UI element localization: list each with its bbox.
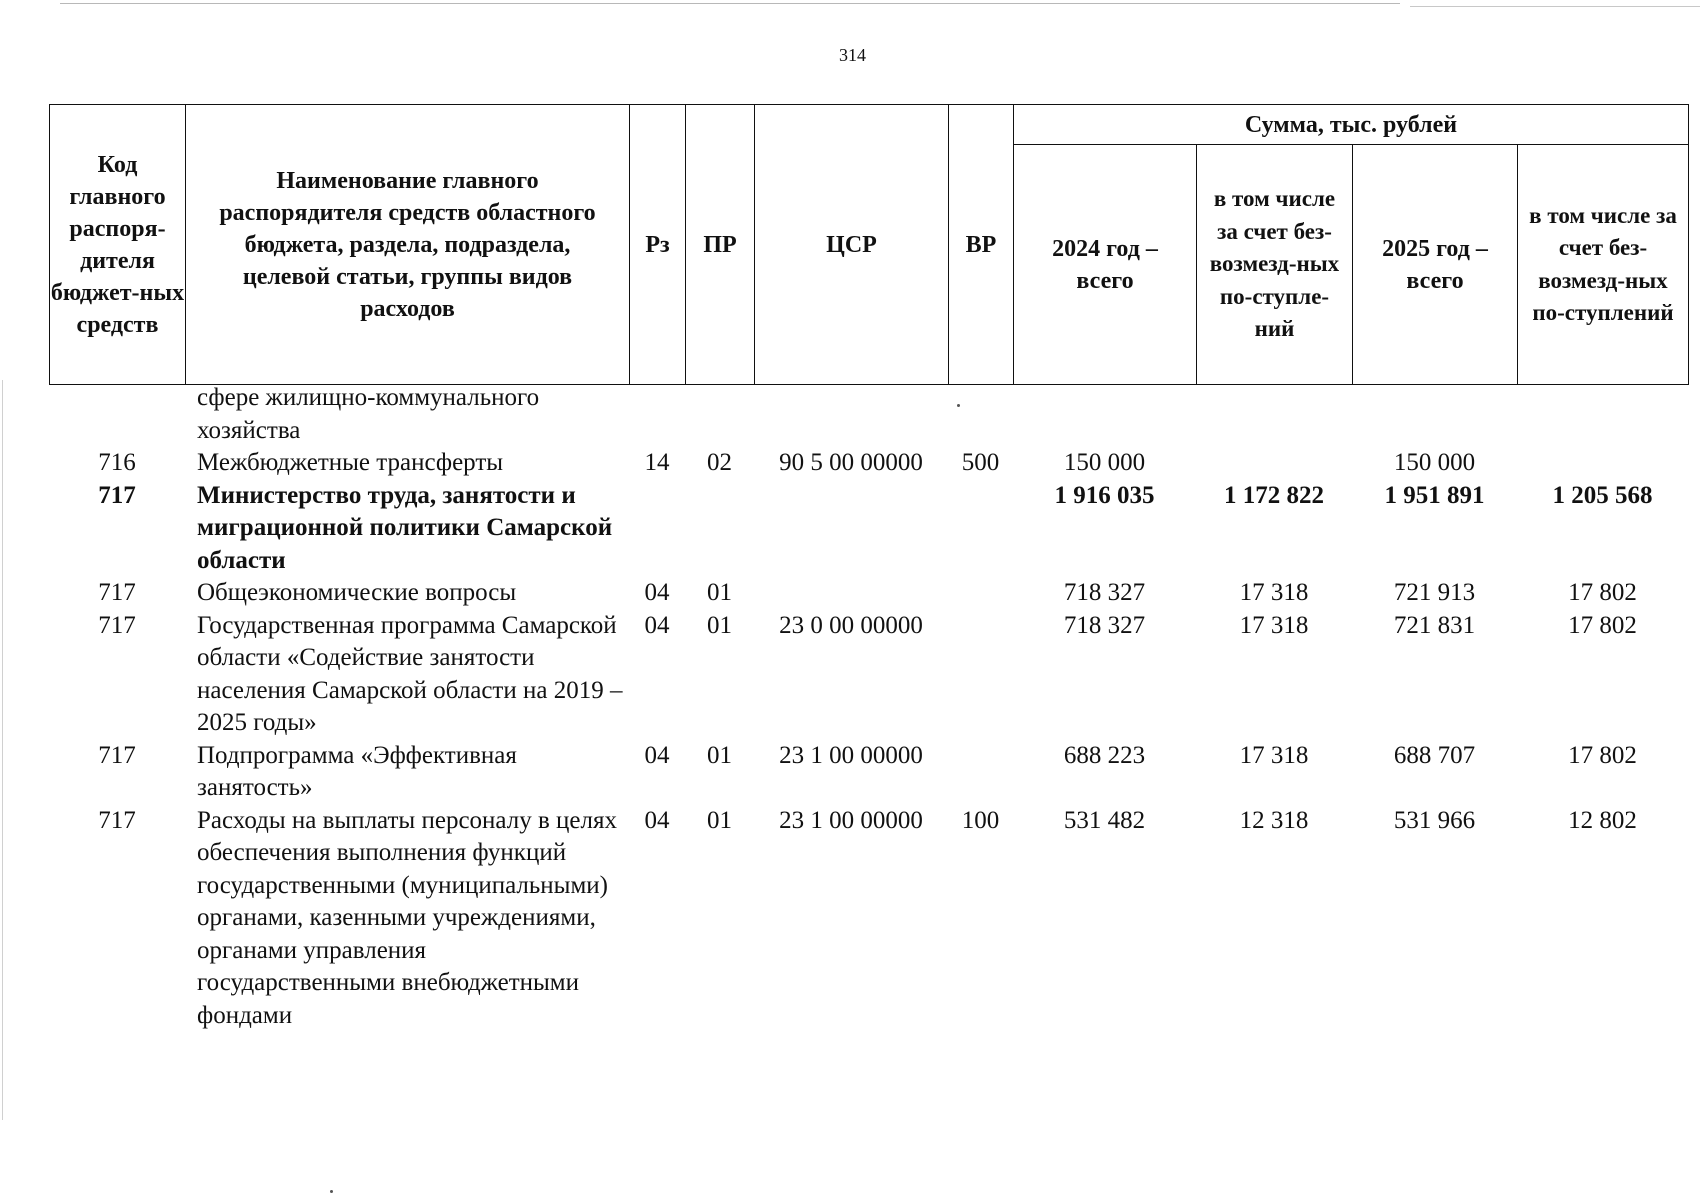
row-code: 717 — [98, 481, 136, 509]
table-row — [49, 740, 1688, 805]
row-pr: 01 — [707, 611, 732, 639]
row-2024-total: 150 000 — [1063, 449, 1146, 476]
row-vr — [948, 610, 1013, 740]
row-name: Подпрограмма «Эффективная занятость» — [197, 741, 517, 801]
row-2024-total — [1013, 382, 1196, 447]
header-name: Наименование главного распорядителя средств областного бюджета, раздела, подраздела, целевой статьи, группы видов расходов — [186, 105, 630, 385]
row-2024-total: 718 327 — [1063, 611, 1146, 639]
budget-table-body — [49, 382, 1688, 1032]
header-2024-free: в том числе за счет без-возмезд-ных по-ступле-ний — [1197, 145, 1353, 385]
row-csr: 23 0 00 00000 — [779, 611, 923, 639]
row-vr — [948, 480, 1013, 578]
row-name: Общеэкономические вопросы — [197, 579, 517, 606]
row-2024-free — [1196, 382, 1352, 447]
row-2025-free: 17 802 — [1568, 611, 1637, 639]
row-2024-free: 17 318 — [1239, 579, 1309, 606]
row-2025-total: 150 000 — [1393, 449, 1476, 476]
row-2024-total: 1 916 035 — [1054, 481, 1155, 509]
scan-speck — [330, 1190, 333, 1193]
scan-edge-line — [2, 380, 3, 1120]
header-2025-total: 2025 год – всего — [1353, 145, 1518, 385]
row-vr — [948, 577, 1013, 610]
row-name: Государственная программа Самарской области «Содействие занятости населения Самарской области на 2019 – 2025 годы» — [197, 611, 623, 736]
scan-edge-line — [60, 3, 1400, 4]
row-2025-free — [1517, 382, 1688, 447]
row-2024-total: 718 327 — [1063, 579, 1146, 606]
table-row — [49, 447, 1688, 480]
header-rz: Рз — [630, 105, 686, 385]
row-name: Министерство труда, занятости и миграционной политики Самарской области — [197, 481, 613, 574]
row-csr: 23 1 00 00000 — [779, 806, 923, 834]
row-2024-free: 12 318 — [1239, 806, 1309, 834]
row-code: 717 — [98, 611, 136, 639]
row-pr: 02 — [707, 449, 732, 476]
scan-edge-line — [1410, 6, 1700, 7]
row-vr — [948, 382, 1013, 447]
row-2024-free — [1196, 447, 1352, 480]
budget-table-header — [49, 104, 1689, 385]
row-2024-total: 531 482 — [1063, 806, 1146, 834]
row-name: сфере жилищно-коммунального хозяйства — [197, 384, 540, 444]
row-code — [49, 382, 185, 447]
row-csr — [754, 480, 948, 578]
row-csr — [754, 382, 948, 447]
row-pr — [685, 480, 754, 578]
header-pr: ПР — [686, 105, 755, 385]
header-2025-free: в том числе за счет без-возмезд-ных по-ступлений — [1518, 145, 1689, 385]
row-rz — [629, 480, 685, 578]
row-code: 717 — [98, 741, 136, 769]
row-2025-free: 12 802 — [1568, 806, 1637, 834]
row-vr: 500 — [961, 449, 1000, 476]
row-code: 716 — [98, 449, 136, 476]
row-csr: 23 1 00 00000 — [779, 741, 923, 769]
row-2024-free: 17 318 — [1239, 611, 1309, 639]
row-pr — [685, 382, 754, 447]
row-2025-free: 17 802 — [1568, 741, 1637, 769]
header-csr: ЦСР — [755, 105, 949, 385]
table-row — [49, 805, 1688, 1033]
row-rz: 04 — [644, 806, 670, 834]
scan-speck — [957, 404, 960, 407]
table-row — [49, 577, 1688, 610]
row-csr: 90 5 00 00000 — [779, 449, 923, 476]
row-rz — [629, 382, 685, 447]
header-vr: ВР — [949, 105, 1014, 385]
row-csr — [754, 577, 948, 610]
row-2025-total: 531 966 — [1393, 806, 1476, 834]
row-2025-free: 1 205 568 — [1552, 481, 1653, 509]
row-vr — [948, 740, 1013, 805]
row-pr: 01 — [707, 579, 732, 606]
row-name: Расходы на выплаты персоналу в целях обеспечения выполнения функций государственными (муниципальными) органами, казенными учреждениями, органами управления государственными внебюджетными фондами — [197, 806, 617, 1029]
row-pr: 01 — [707, 806, 732, 834]
header-2024-total: 2024 год – всего — [1014, 145, 1197, 385]
row-rz: 04 — [644, 579, 670, 606]
row-rz: 04 — [644, 741, 670, 769]
row-2025-total: 1 951 891 — [1384, 481, 1485, 509]
row-2024-free: 1 172 822 — [1224, 481, 1324, 509]
row-vr: 100 — [961, 806, 1000, 834]
row-2025-total: 688 707 — [1393, 741, 1476, 769]
header-code: Код главного распоря-дителя бюджет-ных средств — [50, 105, 186, 385]
table-row — [49, 382, 1688, 447]
row-pr: 01 — [707, 741, 732, 769]
row-2025-total: 721 913 — [1393, 579, 1476, 606]
row-rz: 14 — [644, 449, 670, 476]
page-number: 314 — [839, 45, 866, 65]
row-name: Межбюджетные трансферты — [197, 449, 504, 476]
row-2025-total: 721 831 — [1393, 611, 1476, 639]
header-sum-group: Сумма, тыс. рублей — [1014, 105, 1689, 145]
row-2025-free: 17 802 — [1568, 579, 1637, 606]
table-row — [49, 610, 1688, 740]
row-2025-total — [1352, 382, 1517, 447]
table-row — [49, 480, 1688, 578]
row-code: 717 — [98, 806, 136, 834]
row-2024-total: 688 223 — [1063, 741, 1146, 769]
table-rows — [49, 382, 1688, 1032]
row-2025-free — [1517, 447, 1688, 480]
row-2024-free: 17 318 — [1239, 741, 1309, 769]
row-rz: 04 — [644, 611, 670, 639]
row-code: 717 — [98, 579, 136, 606]
